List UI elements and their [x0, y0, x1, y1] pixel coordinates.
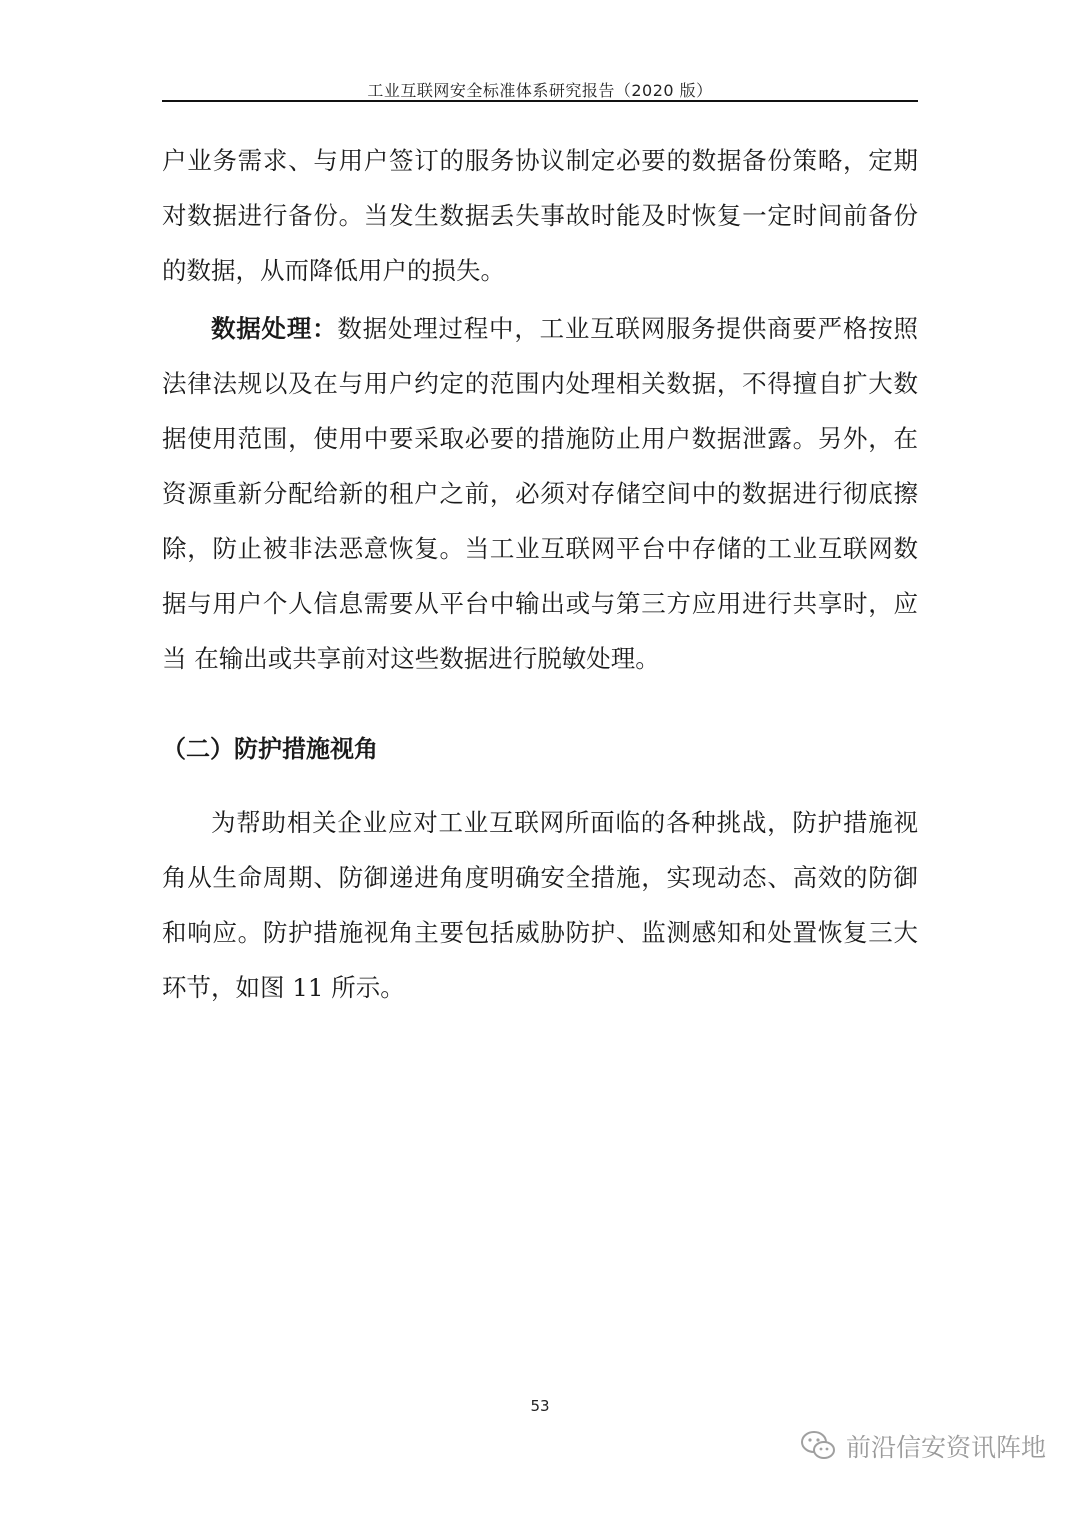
- page-number: 53: [530, 1397, 550, 1415]
- paragraph-body: 数据处理过程中，工业互联网服务提供商要严格按照法律法规以及在与用户约定的范围内处理相关数据，不得擅自扩大数据使用范围，使用中要采取必要的措施防止用户数据泄露。另外，在资源重新分配给新的租户之前，必须对存储空间中的数据进行彻底擦除，防止被非法恶意恢复。当工业互联网平台中存储的工业互联网数据与用户个人信息需要从平台中输出或与第三方应用进行共享时，应当 在输出或共享前对这些数据进行脱敏处理。: [162, 314, 918, 673]
- paragraph-data-backup: 户业务需求、与用户签订的服务协议制定必要的数据备份策略，定期对数据进行备份。当发生数据丢失事故时能及时恢复一定时间前备份的数据，从而降低用户的损失。: [162, 146, 918, 285]
- watermark: [800, 1428, 1046, 1464]
- paragraph-data-processing: [162, 301, 918, 686]
- paragraph-lead-term: 数据处理：: [211, 314, 338, 343]
- section-heading: （二）防护措施视角: [162, 735, 378, 763]
- page-header-title: 工业互联网安全标准体系研究报告（2020 版）: [367, 81, 713, 100]
- header-divider: [162, 100, 918, 102]
- paragraph-protection-view: 为帮助相关企业应对工业互联网所面临的各种挑战，防护措施视角从生命周期、防御递进角度明确安全措施，实现动态、高效的防御和响应。防护措施视角主要包括威胁防护、监测感知和处置恢复三大环节，如图 11 所示。: [162, 808, 918, 1002]
- wechat-icon: [800, 1430, 836, 1462]
- watermark-text: 前沿信安资讯阵地: [845, 1433, 1046, 1462]
